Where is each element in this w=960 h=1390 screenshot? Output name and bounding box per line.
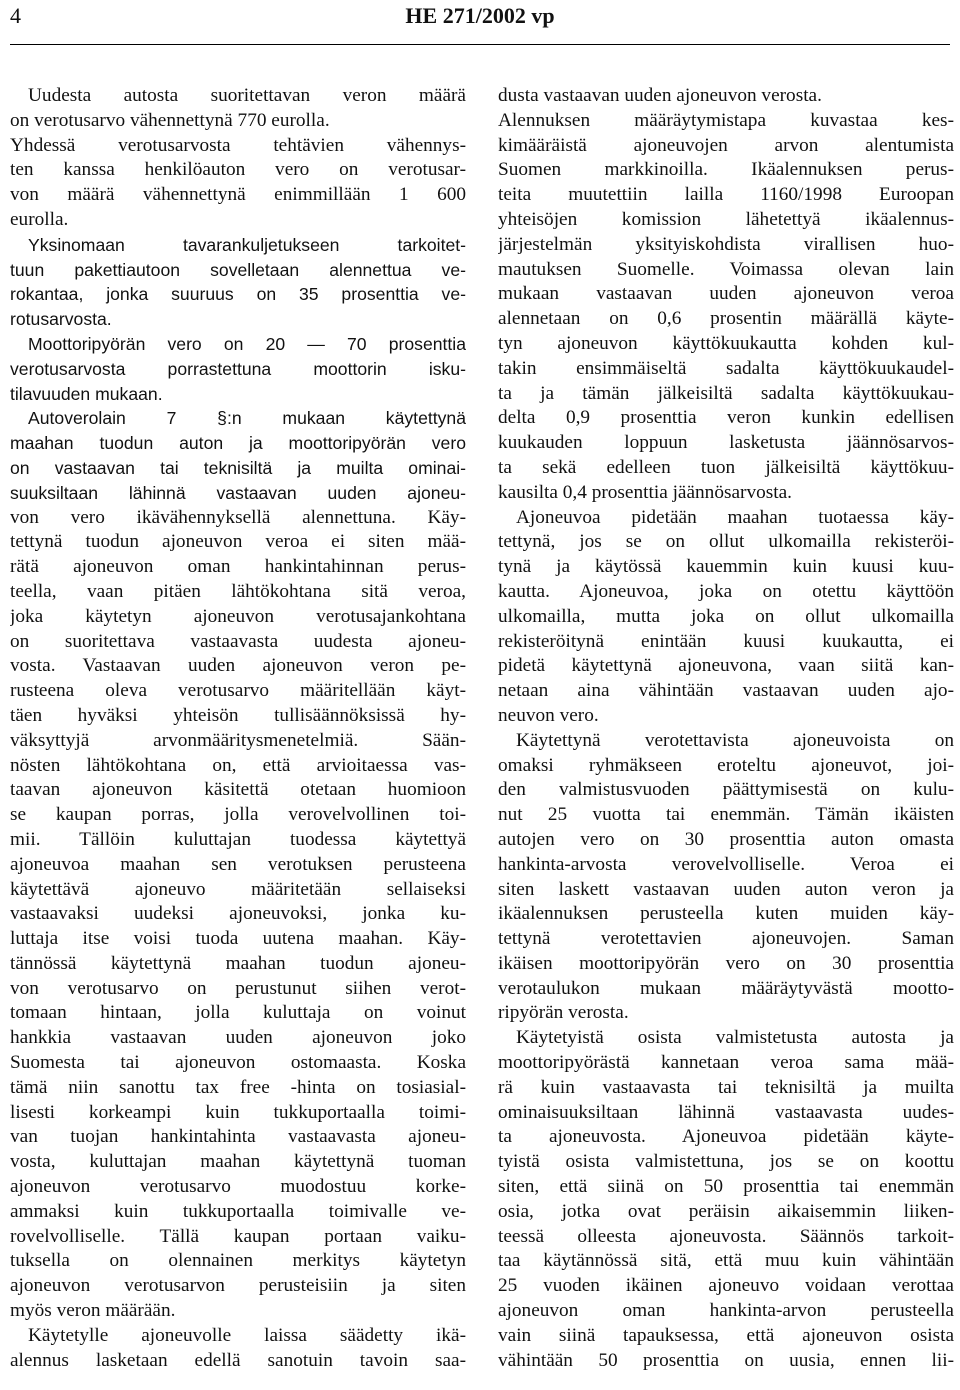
text-line: vosta. Vastaavan uuden ajoneuvon veron pe- — [10, 655, 466, 677]
text-line: rätä ajoneuvon oman hankintahinnan perus- — [10, 556, 466, 578]
text-line: ikäisen moottoripyörän vero on 30 prosenttia — [498, 952, 954, 974]
right-text-column — [498, 84, 954, 1373]
text-line: maahan tuodun auton ja moottoripyörän vero — [10, 433, 466, 454]
text-line: Alennuksen määräytymistapa kuvastaa kes- — [498, 109, 954, 131]
text-line: nösten lähtökohtana on, että arvioitaessa vas- — [10, 754, 466, 776]
text-line: osia, jotka ovat peräisin aikaisemmin liiken- — [498, 1200, 954, 1222]
text-line: tettynä tuodun ajoneuvon veroa ei siten mää- — [10, 531, 466, 553]
text-line: täen hyväksi yhteisön tullisäännöksissä hy- — [10, 704, 466, 726]
text-line: tynä ja käytössä kauemmin kuin kuusi kuu- — [498, 556, 954, 578]
text-line: ominaisuuksiltaan lähinnä vastaavasta uudes- — [498, 1101, 954, 1123]
text-line: käytettävä ajoneuvo määritetään sellaiseksi — [10, 878, 466, 900]
text-line: van tuojan hankintahinta vastaavasta ajoneu- — [10, 1126, 466, 1148]
text-line: väksyttyjä arvonmääritysmenetelmiä. Sään- — [10, 729, 466, 751]
text-line: ikäalennuksen perusteella kuten muiden käy- — [498, 903, 954, 925]
text-line: tyistä osista valmistettuna, jos se on koottu — [498, 1151, 954, 1173]
text-line: luttaja itse voisi tuoda uutena maahan. Käy- — [10, 928, 466, 950]
text-line: teella, vaan pitäen lähtökohtana sitä veroa, — [10, 580, 466, 602]
text-line: tuksella on olennainen merkitys käytetyn — [10, 1250, 466, 1272]
text-line: rotusarvosta. — [10, 309, 112, 330]
text-line: Suomesta tai ajoneuvon ostomaasta. Koska — [10, 1052, 466, 1074]
text-line: verotaulukon mukaan määräytyvästä mootto- — [498, 977, 954, 999]
text-line: ajoneuvon oman hankinta-arvon perusteella — [498, 1300, 954, 1322]
text-line: alennetaan on 0,6 prosentin määrällä käyte- — [498, 308, 954, 330]
text-line: dusta vastaavan uuden ajoneuvon verosta. — [498, 85, 822, 106]
text-line: rokantaa, jonka suuruus on 35 prosenttia ve- — [10, 284, 466, 305]
text-line: Ajoneuvoa pidetään maahan tuotaessa käy- — [516, 506, 954, 528]
text-line: mautuksen Suomelle. Voimassa olevan lain — [498, 258, 954, 280]
text-line: se kaupan porras, jolla verovelvollinen toi- — [10, 804, 466, 826]
text-line: verotusarvosta porrastettuna moottorin isku- — [10, 358, 466, 379]
text-line: vähintään 50 prosenttia on uusia, ennen lii- — [498, 1349, 954, 1371]
text-line: moottoripyörästä kannetaan veroa sama mää- — [498, 1052, 954, 1074]
text-line: Moottoripyörän vero on 20 — 70 prosenttia — [28, 333, 466, 354]
text-line: suuksiltaan lähinnä vastaavan uuden ajoneu- — [10, 482, 466, 503]
text-line: takin ensimmäiseltä sadalta käyttökuukaudel- — [498, 357, 954, 379]
text-line: on vastaavan tai teknisiltä ja muilta ominai- — [10, 457, 466, 478]
text-line: lisesti korkeampi kuin tukkuportaalla toimi- — [10, 1101, 466, 1123]
text-line: myös veron määrään. — [10, 1300, 176, 1322]
text-line: taavan ajoneuvon käsitettä otetaan huomioon — [10, 779, 466, 801]
text-line: tilavuuden mukaan. — [10, 383, 163, 404]
text-line: von määrä vähennettynä enimmillään 1 600 — [10, 184, 466, 206]
text-line: ajoneuvon verotusarvon perusteisiin ja siten — [10, 1275, 466, 1297]
text-line: mii. Tällöin kuluttajan tuodessa käytettyä — [10, 828, 466, 850]
text-line: Käytettynä verotettavista ajoneuvoista on — [516, 729, 954, 751]
text-line: siten, että siinä on 50 prosenttia tai enemmän — [498, 1176, 954, 1198]
text-line: hankinta-arvosta verovelvolliselle. Veroa ei — [498, 853, 954, 875]
text-line: Uudesta autosta suoritettavan veron määrä — [28, 85, 466, 106]
text-line: ten kanssa henkilöauton vero on verotusar- — [10, 159, 466, 181]
text-line: on suoritettava vastaavasta uudesta ajoneu- — [10, 630, 466, 652]
text-line: ajoneuvon verotusarvo muodostuu korke- — [10, 1176, 466, 1198]
text-line: alennus lasketaan edellä sanotuin tavoin saa- — [10, 1349, 466, 1371]
text-line: ripyörän verosta. — [498, 1002, 629, 1024]
text-line: von vero ikävähennyksellä alennettuna. Käy- — [10, 506, 466, 528]
text-line: kausilta 0,4 prosenttia jäännösarvosta. — [498, 481, 792, 503]
text-line: Suomen markkinoilla. Ikäalennuksen perus- — [498, 159, 954, 181]
text-line: yhteisöjen komission lähetettyä ikäalennus- — [498, 208, 954, 230]
text-line: mukaan vastaavan uuden ajoneuvon veroa — [498, 283, 954, 305]
text-line: on verotusarvo vähennettynä 770 eurolla. — [10, 109, 330, 131]
page-number: 4 — [10, 3, 21, 28]
text-line: eurolla. — [10, 208, 69, 230]
text-line: netaan aina vähintään vastaavan uuden ajo- — [498, 680, 954, 702]
text-line: ta ajoneuvosta. Ajoneuvoa pidetään käyte- — [498, 1126, 954, 1148]
text-line: tännössä käytettynä maahan tuodun ajoneu- — [10, 952, 466, 974]
text-line: kimääräistä ajoneuvojen arvon alentumista — [498, 134, 954, 156]
text-line: ammaksi kuin tukkuportaalla toimivalle ve- — [10, 1200, 466, 1222]
text-line: järjestelmän yksityiskohdista virallisen huo- — [498, 233, 954, 255]
text-line: tuun pakettiautoon sovelletaan alennettua ve- — [10, 259, 466, 280]
text-line: tyn ajoneuvon käyttökuukautta kohden kul- — [498, 332, 954, 354]
text-line: rä kuin vastaavasta tai teknisiltä ja muilta — [498, 1076, 954, 1098]
text-line: tomaan hintaan, jolla kuluttaja on voinut — [10, 1002, 466, 1024]
text-line: nut 25 vuotta tai enemmän. Tämän ikäisten — [498, 804, 954, 826]
text-line: kautta. Ajoneuvoa, joka on otettu käyttöön — [498, 580, 954, 602]
text-line: taa käytännössä sitä, että muu kuin vähintään — [498, 1250, 954, 1272]
text-line: tämä niin sanottu tax free -hinta on tosiasial- — [10, 1076, 466, 1098]
text-line: den valmistusvuoden päättymisestä on kulu- — [498, 779, 954, 801]
text-line: autojen vero on 30 prosenttia auton omasta — [498, 828, 954, 850]
text-line: joka käytetyn ajoneuvon verotusajankohtana — [10, 605, 466, 627]
text-line: neuvon vero. — [498, 704, 599, 726]
text-line: siten laskett vastaavan uuden auton veron ja — [498, 878, 954, 900]
text-line: tettynä, jos se on ollut ulkomailla rekisteröi- — [498, 531, 954, 553]
left-text-column — [10, 84, 466, 1373]
text-line: von verotusarvo on perustunut siihen verot- — [10, 977, 466, 999]
text-line: ta ja tämän jälkeisiltä sadalta käyttökuukau- — [498, 382, 954, 404]
text-line: ajoneuvoa maahan sen verotuksen perusteena — [10, 853, 466, 875]
text-line: Käytetylle ajoneuvolle laissa säädetty ikä- — [28, 1324, 466, 1346]
text-line: teessä olleesta ajoneuvosta. Säännös tarkoit- — [498, 1225, 954, 1247]
text-line: Yksinomaan tavarankuljetukseen tarkoitet- — [28, 234, 466, 255]
text-line: 25 vuoden ikäinen ajoneuvo voidaan verottaa — [498, 1275, 954, 1297]
text-line: pidetä käytettynä ajoneuvona, vaan siitä kan- — [498, 655, 954, 677]
text-line: delta 0,9 prosenttia veron kunkin edellisen — [498, 407, 954, 429]
text-line: hankkia vastaavan uuden ajoneuvon joko — [10, 1027, 466, 1049]
text-line: vastaavaksi uudeksi ajoneuvoksi, jonka ku- — [10, 903, 466, 925]
text-line: Yhdessä verotusarvosta tehtävien vähennys- — [10, 134, 466, 156]
text-line: kuukauden loppuun lasketusta jäännösarvos- — [498, 432, 954, 454]
text-line: rekisteröitynä enintään kuusi kuukautta, ei — [498, 630, 954, 652]
text-line: tettynä verotettavien ajoneuvojen. Saman — [498, 928, 954, 950]
text-line: vain siinä tapauksessa, että ajoneuvon osista — [498, 1324, 954, 1346]
text-line: ta sekä edelleen tuon jälkeisiltä käyttökuu- — [498, 456, 954, 478]
text-line: Autoverolain 7 §:n mukaan käytettynä — [28, 408, 466, 429]
text-line: vosta, kuluttajan maahan käytettynä tuoman — [10, 1151, 466, 1173]
text-line: ulkomailla, mutta joka on ollut ulkomailla — [498, 605, 954, 627]
text-line: rovelvolliselle. Tällä kaupan portaan vaiku- — [10, 1225, 466, 1247]
page-header — [10, 0, 950, 45]
text-line: teita muutettiin lailla 1160/1998 Euroopan — [498, 184, 954, 206]
text-line: Käytetyistä osista valmistetusta autosta ja — [516, 1027, 954, 1049]
text-line: omaksi ryhmäkseen eroteltu ajoneuvot, joi- — [498, 754, 954, 776]
text-line: rusteena oleva verotusarvo määritellään käyt- — [10, 680, 466, 702]
document-id: HE 271/2002 vp — [405, 3, 555, 28]
